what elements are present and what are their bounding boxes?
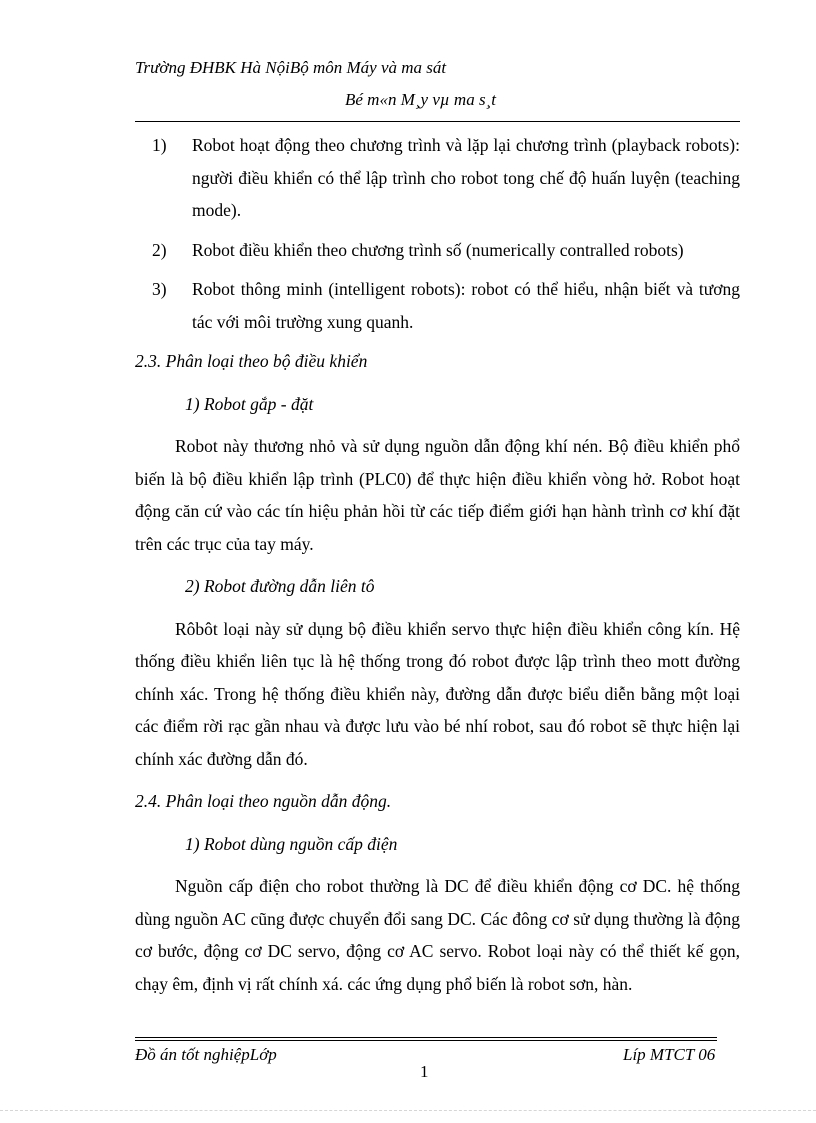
list-item-number: 1) [152,135,167,155]
header-line-2: Bé m«n M¸y vµ ma s¸t [345,90,496,109]
paragraph-robot-duong-dan: Rôbôt loại này sử dụng bộ điều khiển servo thực hiện điều khiển công kín. Hệ thống điều khiển liên tục là hệ thống trong đó robot được lập trình theo mott đường chính xác. Trong hệ thống điều khiển này, đường dẫn được biểu diễn bằng một loại các điểm rời rạc gần nhau và được lưu vào bé nhí robot, sau đó robot sẽ thực hiện lại chính xác đường dẫn đó. [135,618,740,769]
footer-left: Đồ án tốt nghiệpLớp [135,1045,277,1064]
subheading-robot-gap-dat: 1) Robot gắp - đặt [185,393,314,414]
footer-rule-double [135,1040,717,1041]
list-item [135,234,740,267]
subheading-robot-duong-dan: 2) Robot đường dẫn liên tô [185,576,375,596]
list-item [135,129,740,227]
paragraph-robot-gap-dat: Robot này thương nhỏ và sử dụng nguồn dẫn động khí nén. Bộ điều khiển phổ biến là bộ điều khiển lập trình (PLC0) để thực hiện điều khiển vòng hở. Robot hoạt động căn cứ vào các tín hiệu phản hồi từ các tiếp điểm giới hạn hành trình cơ khí đặt trên các trục của tay máy. [135,436,740,554]
header-line-1: Trường ĐHBK Hà NộiBộ môn Máy và ma sát [135,58,447,77]
list-item-text: Robot điều khiển theo chương trình số (numerically contralled robots) [192,239,684,260]
header-rule [135,121,740,122]
list-item-text: Robot hoạt động theo chương trình và lặp lại chương trình (playback robots): người điều khiển có thể lập trình cho robot tong chế độ huấn luyện (teaching mode). [192,135,740,220]
page-edge-divider [0,1110,816,1111]
footer-right: Líp MTCT 06 [623,1045,716,1064]
section-heading-2-3: 2.3. Phân loại theo bộ điều khiển [135,351,368,371]
page-number: 1 [420,1062,429,1081]
subheading-robot-nguon-dien: 1) Robot dùng nguồn cấp điện [185,833,398,854]
list-item-text: Robot thông minh (intelligent robots): robot có thể hiểu, nhận biết và tương tác với môi trường xung quanh. [192,279,740,332]
paragraph-robot-nguon-dien: Nguồn cấp điện cho robot thường là DC để điều khiển động cơ DC. hệ thống dùng nguồn AC cũng được chuyển đổi sang DC. Các đông cơ sử dụng thường là động cơ bước, động cơ DC servo, động cơ AC servo. Robot loại này có thể thiết kế gọn, chạy êm, định vị rất chính xá. các ứng dụng phổ biến là robot sơn, hàn. [135,876,740,994]
section-heading-2-4: 2.4. Phân loại theo nguồn dẫn động. [135,791,392,811]
page-body [135,129,740,1010]
footer-rule [135,1037,717,1038]
list-item-number: 2) [152,239,167,260]
list-item [135,273,740,338]
list-item-number: 3) [152,279,167,299]
